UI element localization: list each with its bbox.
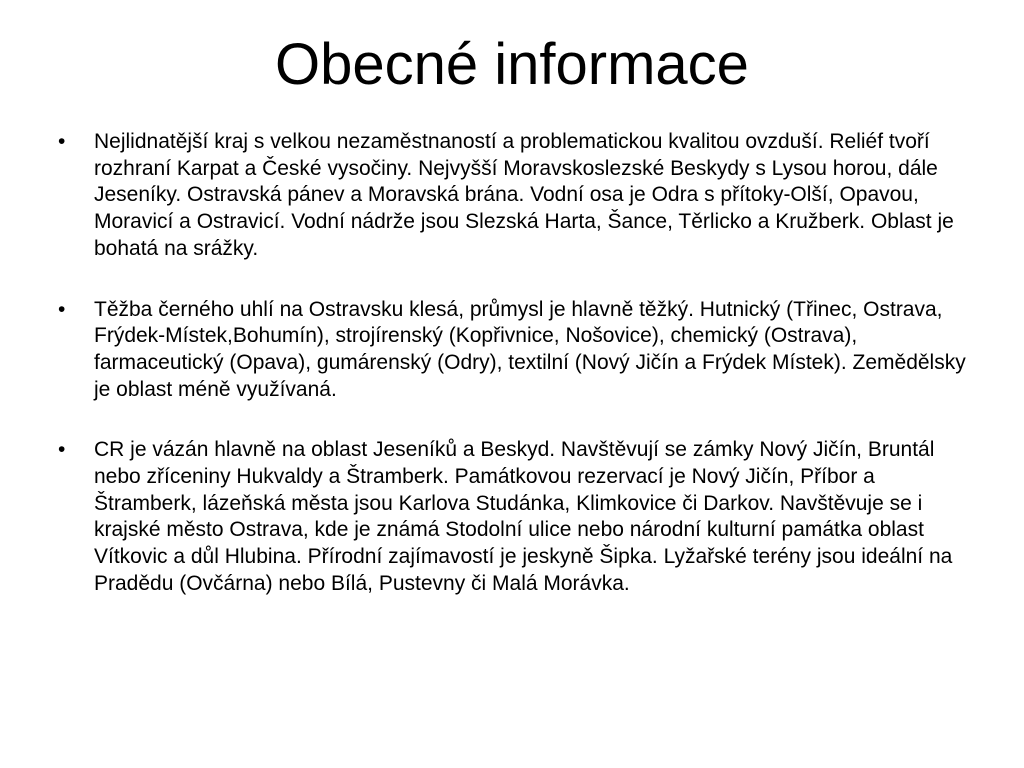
bullet-item — [58, 437, 968, 597]
bullet-icon: • — [58, 130, 66, 153]
bullet-icon: • — [58, 297, 66, 321]
bullet-text: Těžba černého uhlí na Ostravsku klesá, průmysl je hlavně těžký. Hutnický (Třinec, Ostrava, Frýdek-Místek,Bohumín), strojírenský (Kopřivnice, Nošovice), chemický (Ostrava), farmaceutický (Opava), gumárenský (Odry), textilní (Nový Jičín a Frýdek Místek). Zemědělsky je oblast méně využívaná. — [94, 297, 966, 401]
slide-title: Obecné informace — [275, 32, 749, 97]
bullet-text: Nejlidnatější kraj s velkou nezaměstnaností a problematickou kvalitou ovzduší. Reliéf tvoří rozhraní Karpat a České vysočiny. Nejvyšší Moravskoslezské Beskydy s Lysou horou, dále Jeseníky. Ostravská pánev a Moravská brána. Vodní osa je Odra s přítoky-Olší, Opavou, Moravicí a Ostravicí. Vodní nádrže jsou Slezská Harta, Šance, Těrlicko a Kružberk. Oblast je bohatá na srážky. — [94, 130, 954, 260]
bullet-text: CR je vázán hlavně na oblast Jeseníků a Beskyd. Navštěvují se zámky Nový Jičín, Bruntál nebo zříceniny Hukvaldy a Štramberk. Památkovou rezervací je Nový Jičín, Příbor a Štramberk, lázeňská města jsou Karlova Studánka, Klimkovice či Darkov. Navštěvuje se i krajské město Ostrava, kde je známá Stodolní ulice nebo národní kulturní památka oblast Vítkovic a důl Hlubina. Přírodní zajímavostí je jeskyně Šipka. Lyžařské terény jsou ideální na Pradědu (Ovčárna) nebo Bílá, Pustevny či Malá Morávka. — [94, 438, 953, 595]
bullet-icon: • — [58, 438, 66, 462]
bullet-list — [58, 129, 968, 632]
bullet-item — [58, 129, 968, 263]
bullet-item — [58, 297, 968, 404]
